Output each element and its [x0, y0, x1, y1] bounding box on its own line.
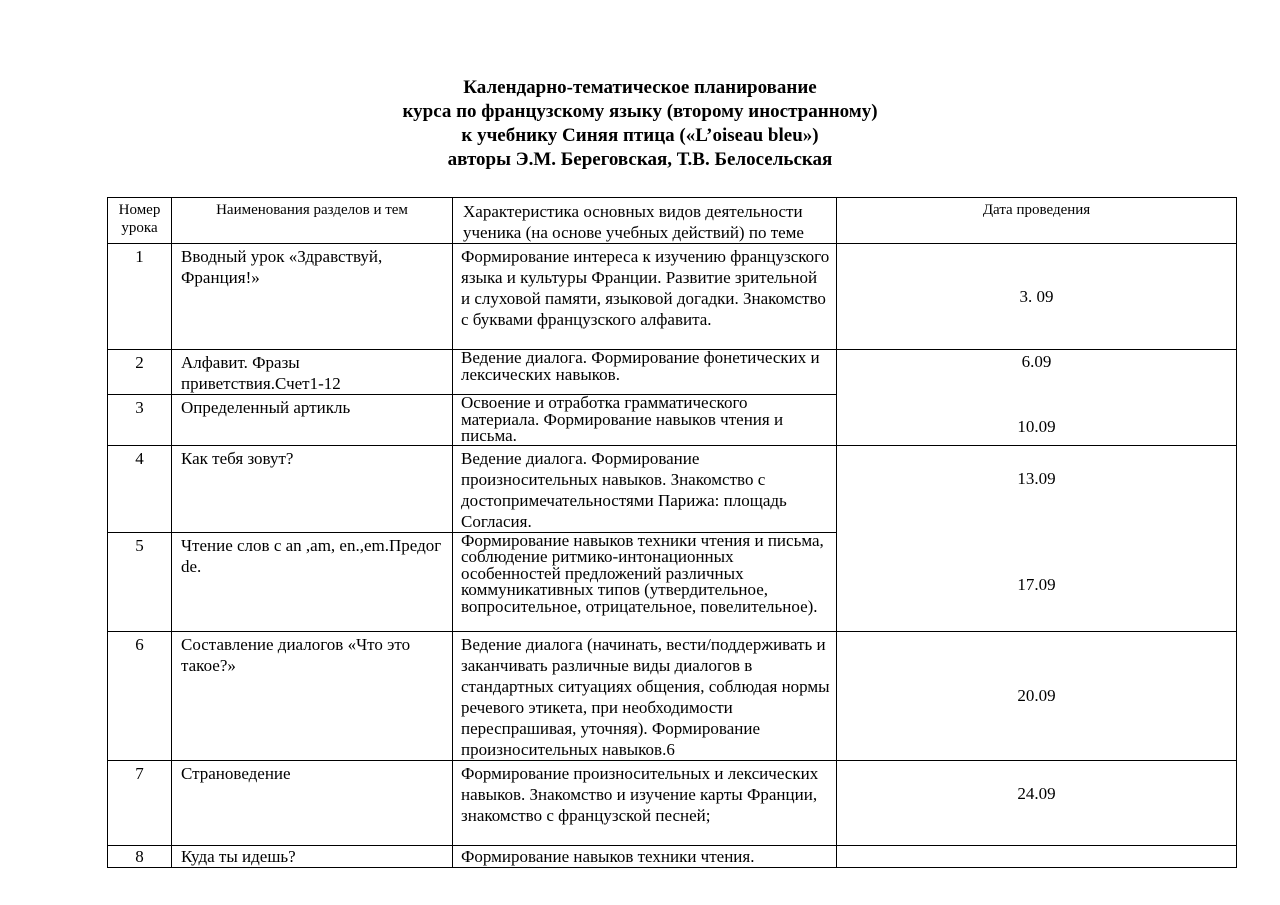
row-date-merged — [837, 350, 1237, 446]
row-number: 4 — [108, 445, 172, 532]
row-description: Формирование произносительных и лексических навыков. Знакомство и изучение карты Франции, знакомство с французской песней; — [453, 760, 837, 845]
header-number: Номер урока — [108, 198, 172, 244]
document-title — [0, 76, 1280, 172]
row-topic: Чтение слов с an ,am, en.,em.Предог de. — [172, 532, 453, 631]
row-date — [837, 845, 1237, 867]
row-description: Ведение диалога. Формирование произносительных навыков. Знакомство с достопримечательностями Парижа: площадь Согласия. — [453, 445, 837, 532]
title-line-4: авторы Э.М. Береговская, Т.В. Белосельская — [447, 149, 833, 170]
row-description: Ведение диалога. Формирование фонетических и лексических навыков. — [453, 350, 837, 395]
header-date: Дата проведения — [837, 198, 1237, 244]
row-description: Ведение диалога (начинать, вести/поддерживать и заканчивать различные виды диалогов в стандартных ситуациях общения, соблюдая нормы речевого этикета, при необходимости переспрашивая, уточняя). Формирование произносительных навыков.6 — [453, 631, 837, 760]
table-row — [108, 631, 1237, 760]
row-number: 5 — [108, 532, 172, 631]
header-characteristics: Характеристика основных видов деятельности ученика (на основе учебных действий) по теме — [453, 198, 837, 244]
table-row — [108, 244, 1237, 350]
row-number: 6 — [108, 631, 172, 760]
row-description: Освоение и отработка грамматического материала. Формирование навыков чтения и письма. — [453, 395, 837, 446]
row-date: 10.09 — [1017, 416, 1056, 436]
row-date: 3. 09 — [837, 244, 1237, 350]
row-date: 13.09 — [1017, 468, 1056, 488]
row-number: 7 — [108, 760, 172, 845]
title-line-2: курса по французскому языку (второму иностранному) — [402, 101, 878, 122]
row-topic: Вводный урок «Здравствуй, Франция!» — [172, 244, 453, 350]
row-description: Формирование интереса к изучению французского языка и культуры Франции. Развитие зрительной и слуховой памяти, языковой догадки. Знакомство с буквами французского алфавита. — [453, 244, 837, 350]
merged-date-cell — [837, 350, 1236, 445]
table-header-row — [108, 198, 1237, 244]
row-topic: Определенный артикль — [172, 395, 453, 446]
row-number: 2 — [108, 350, 172, 395]
planning-table — [107, 197, 1237, 868]
row-date-merged — [837, 445, 1237, 631]
row-description: Формирование навыков техники чтения и письма, соблюдение ритмико-интонационных особенностей предложений различных коммуникативных типов (утвердительное, вопросительное, отрицательное, повелительное). — [453, 532, 837, 631]
merged-date-cell — [837, 446, 1236, 631]
row-description: Формирование навыков техники чтения. — [453, 845, 837, 867]
row-number: 1 — [108, 244, 172, 350]
table-row — [108, 845, 1237, 867]
header-sections: Наименования разделов и тем — [172, 198, 453, 244]
row-date: 24.09 — [837, 760, 1237, 845]
row-number: 3 — [108, 395, 172, 446]
row-date: 17.09 — [1017, 574, 1056, 594]
title-line-3: к учебнику Синяя птица («L’oiseau bleu») — [461, 125, 819, 146]
row-topic: Куда ты идешь? — [172, 845, 453, 867]
row-topic: Составление диалогов «Что это такое?» — [172, 631, 453, 760]
table-row — [108, 445, 1237, 532]
title-line-1: Календарно-тематическое планирование — [463, 77, 817, 98]
table-row — [108, 760, 1237, 845]
row-date: 6.09 — [1021, 352, 1052, 371]
row-topic: Как тебя зовут? — [172, 445, 453, 532]
row-topic: Страноведение — [172, 760, 453, 845]
table-row — [108, 350, 1237, 395]
row-topic: Алфавит. Фразы приветствия.Счет1-12 — [172, 350, 453, 395]
row-date: 20.09 — [837, 631, 1237, 760]
row-number: 8 — [108, 845, 172, 867]
